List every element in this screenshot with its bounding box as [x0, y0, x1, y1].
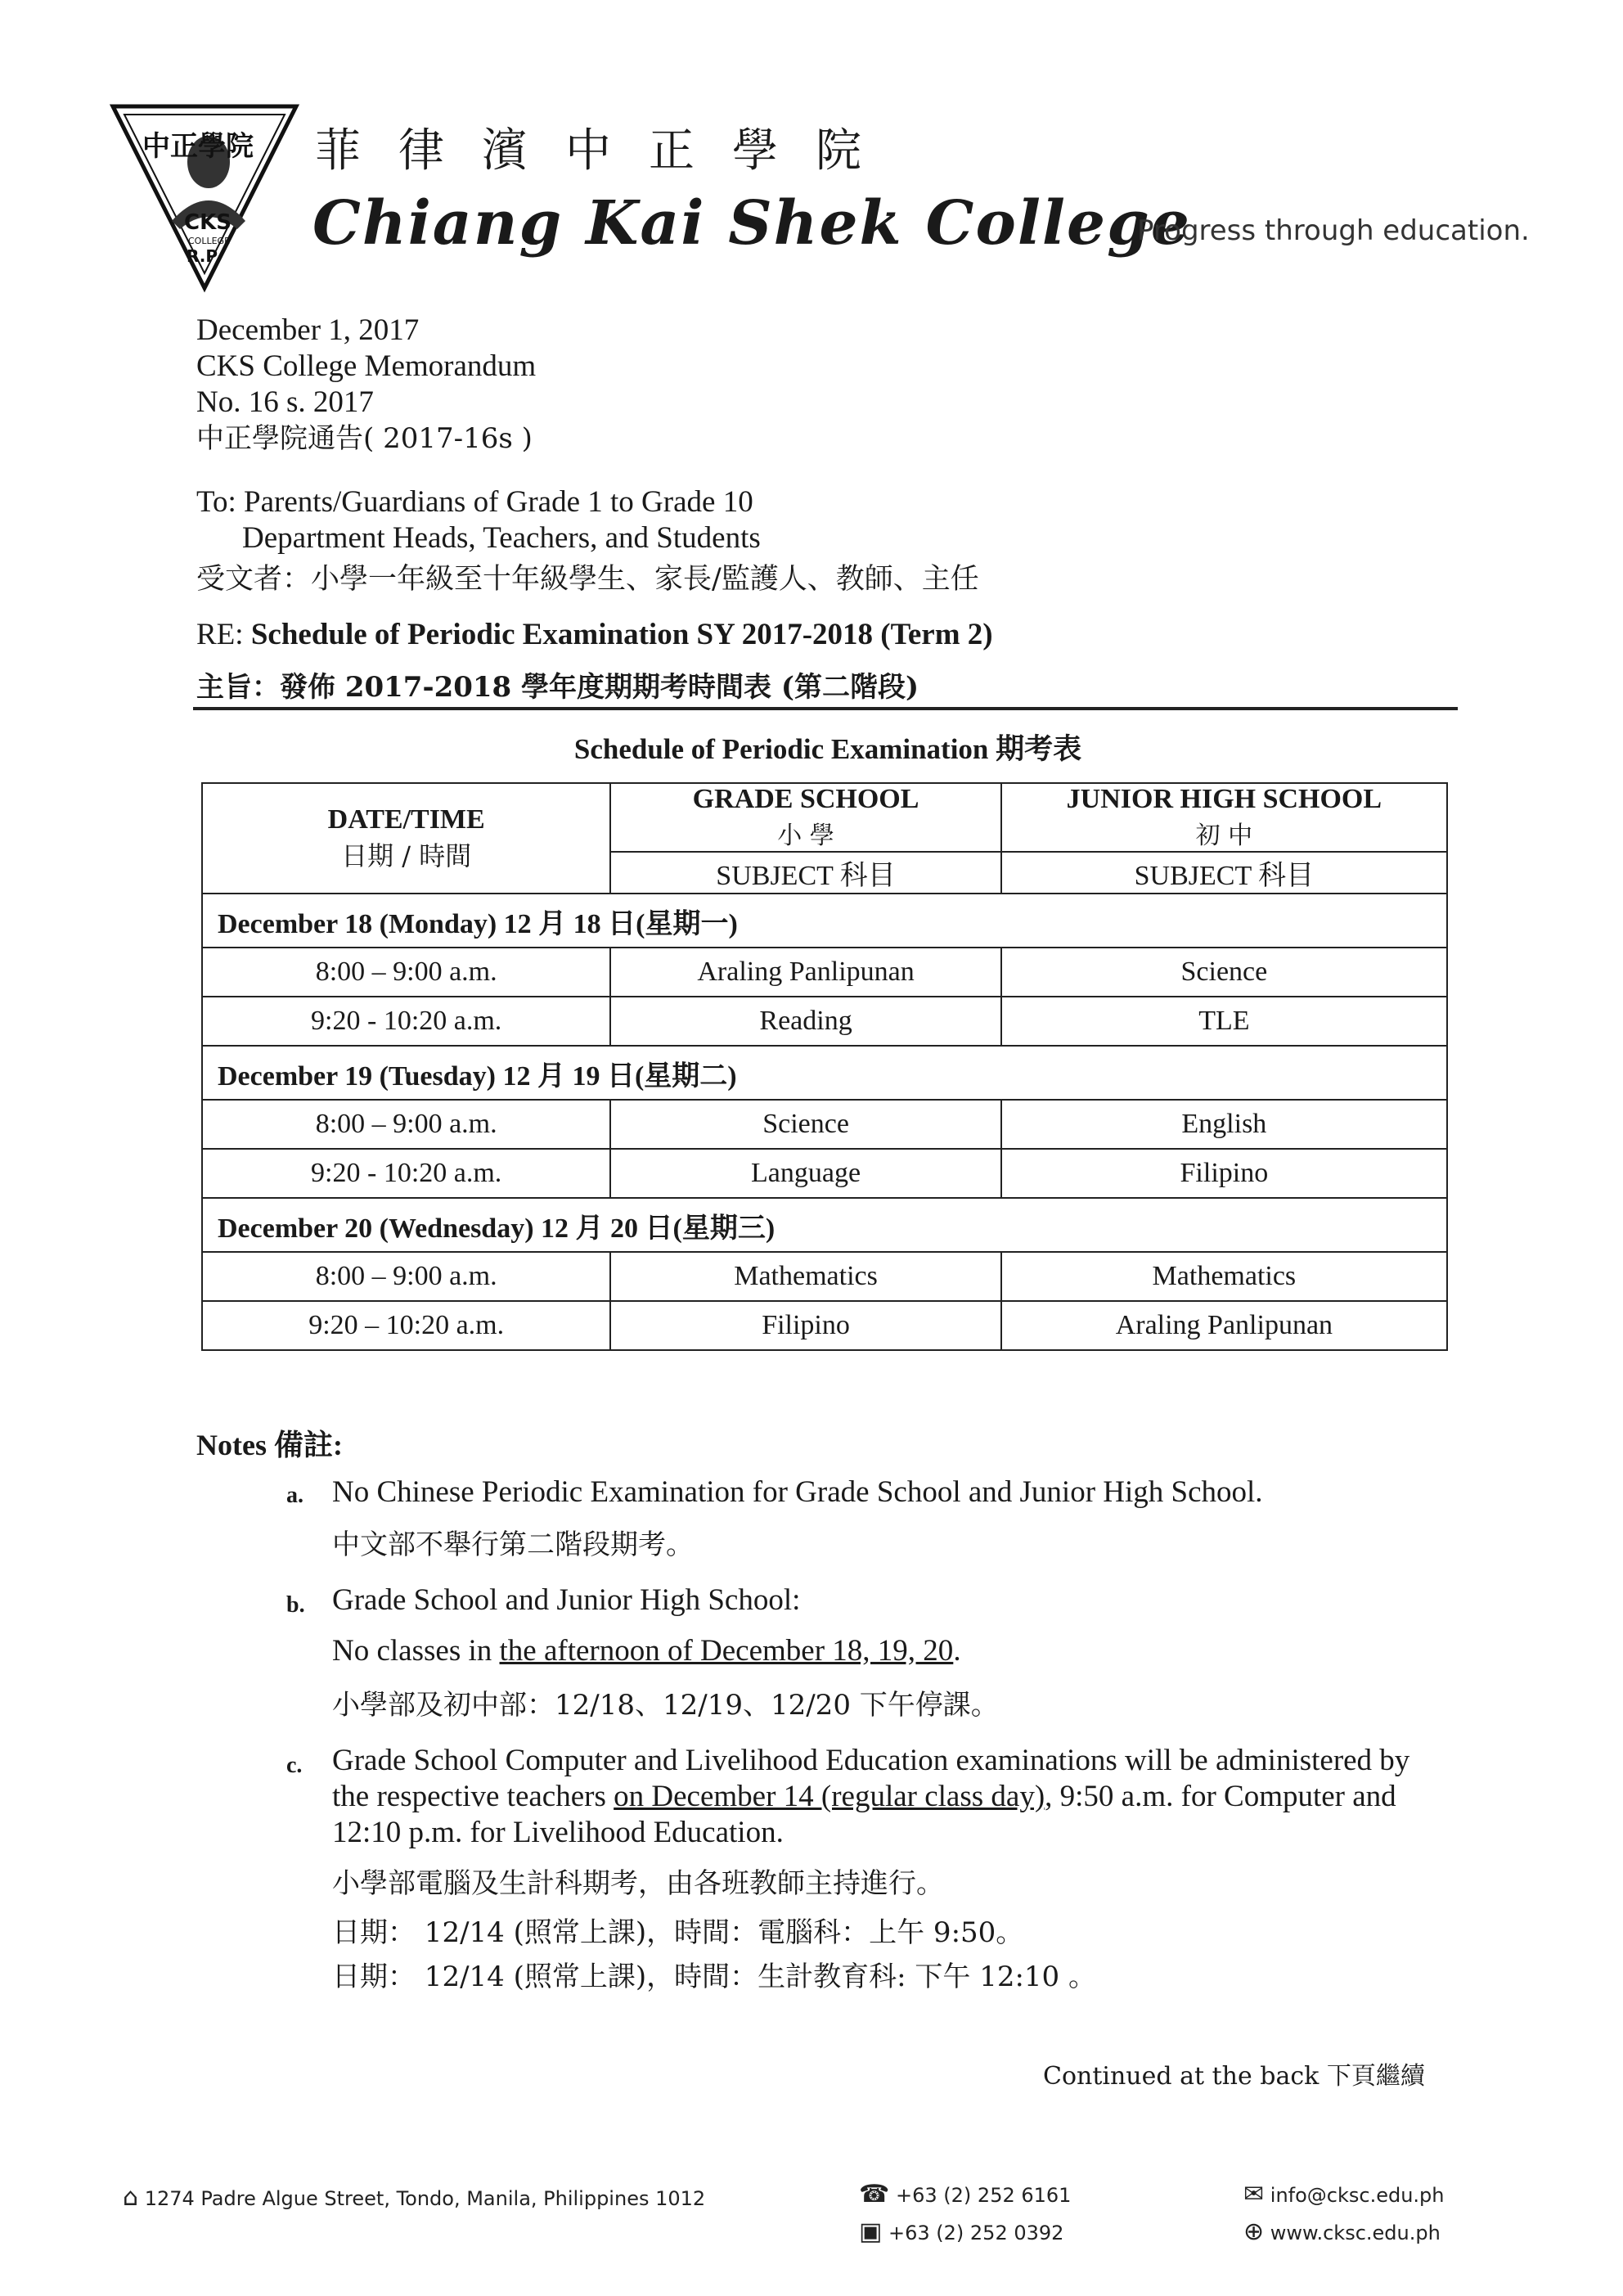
memo-title: CKS College Memorandum: [196, 349, 537, 383]
fax-text: +63 (2) 252 0392: [888, 2222, 1064, 2244]
jhs-subject-cell: English: [1001, 1100, 1447, 1149]
school-english-name: Chiang Kai Shek College: [312, 188, 1191, 259]
table-row: [202, 1252, 1447, 1301]
note-c-text2: [332, 1779, 1396, 1815]
note-a-chinese: 中文部不舉行第二階段期考。: [332, 1528, 694, 1561]
note-b-marker: b.: [286, 1592, 305, 1618]
school-tagline: Progress through education.: [1137, 214, 1530, 247]
day-header: December 18 (Monday) 12 月 18 日(星期一): [202, 894, 1447, 948]
footer-email[interactable]: [1243, 2180, 1445, 2208]
note-b-chinese: 小學部及初中部：12/18、12/19、12/20 下午停課。: [332, 1689, 999, 1722]
col-header-junior-high: [1001, 783, 1447, 852]
school-chinese-name: 菲律濱中正學院: [315, 124, 899, 178]
grade-school-label: GRADE SCHOOL: [692, 784, 919, 814]
note-b-pre: No classes in: [332, 1634, 500, 1668]
time-cell: 9:20 – 10:20 a.m.: [202, 1301, 610, 1350]
memo-re: [196, 617, 993, 653]
junior-high-label-cn: 初 中: [1195, 822, 1253, 850]
email-icon: ✉: [1243, 2180, 1265, 2208]
logo-letters: CKS: [184, 210, 232, 235]
gs-subject-cell: Reading: [610, 997, 1000, 1046]
school-logo: [106, 98, 303, 295]
notes-title: Notes 備註:: [196, 1429, 343, 1461]
note-b-text: Grade School and Junior High School:: [332, 1583, 801, 1617]
re-prefix: RE:: [196, 618, 251, 651]
note-b-text2: [332, 1633, 961, 1669]
gs-subject-cell: Mathematics: [610, 1252, 1000, 1301]
memo-number: No. 16 s. 2017: [196, 385, 374, 419]
gs-subject-cell: Araling Panlipunan: [610, 948, 1000, 997]
re-subject: Schedule of Periodic Examination SY 2017-2018 (Term 2): [250, 618, 993, 651]
time-cell: 8:00 – 9:00 a.m.: [202, 1252, 610, 1301]
note-a-marker: a.: [286, 1483, 303, 1508]
footer-phone: [859, 2180, 1071, 2208]
note-b-post: .: [953, 1634, 961, 1668]
globe-icon: ⊕: [1243, 2217, 1265, 2246]
phone-text: +63 (2) 252 6161: [896, 2184, 1072, 2207]
logo-sub: COLLEGE: [188, 236, 231, 246]
logo-bottom: R.P: [187, 246, 218, 266]
note-b-underlined: the afternoon of December 18, 19, 20: [499, 1634, 954, 1668]
continued-note: Continued at the back 下頁繼續: [1043, 2062, 1425, 2091]
memo-chinese-ref: 中正學院通告( 2017-16s ): [196, 422, 533, 455]
table-row: [202, 997, 1447, 1046]
schedule-table: [201, 782, 1448, 1351]
phone-icon: ☎: [859, 2180, 890, 2208]
memo-to-line2: Department Heads, Teachers, and Students: [242, 521, 761, 555]
table-row: [202, 1301, 1447, 1350]
time-cell: 9:20 - 10:20 a.m.: [202, 997, 610, 1046]
gs-subject-cell: Filipino: [610, 1301, 1000, 1350]
note-c-chinese2: 日期： 12/14 (照常上課)，時間：電腦科：上午 9:50。: [332, 1916, 1024, 1949]
col-header-grade-school: [610, 783, 1000, 852]
footer-web[interactable]: [1243, 2217, 1441, 2246]
email-link[interactable]: info@cksc.edu.ph: [1270, 2184, 1445, 2207]
footer-fax: [859, 2217, 1063, 2246]
jhs-subject-cell: Araling Panlipunan: [1001, 1301, 1447, 1350]
fax-icon: ▣: [859, 2217, 883, 2246]
table-title: Schedule of Periodic Examination 期考表: [573, 733, 1082, 765]
day-header: December 20 (Wednesday) 12 月 20 日(星期三): [202, 1198, 1447, 1252]
note-c-marker: c.: [286, 1753, 303, 1778]
jhs-subject-cell: Mathematics: [1001, 1252, 1447, 1301]
gs-subject-cell: Science: [610, 1100, 1000, 1149]
home-icon: ⌂: [123, 2183, 139, 2212]
memo-date: December 1, 2017: [196, 313, 420, 347]
web-link[interactable]: www.cksc.edu.ph: [1270, 2222, 1441, 2244]
gs-subject-header: SUBJECT 科目: [610, 852, 1000, 894]
note-c-chinese3: 日期： 12/14 (照常上課)，時間：生計教育科: 下午 12:10 。: [332, 1961, 1096, 1993]
table-row: [202, 1149, 1447, 1198]
logo-seal-text: 中正學院: [142, 130, 254, 163]
address-text: 1274 Padre Algue Street, Tondo, Manila, Philippines 1012: [144, 2187, 706, 2210]
header-divider: [193, 707, 1458, 710]
grade-school-label-cn: 小 學: [777, 822, 834, 850]
time-cell: 9:20 - 10:20 a.m.: [202, 1149, 610, 1198]
table-row: [202, 1100, 1447, 1149]
table-row: [202, 948, 1447, 997]
note-a-text: No Chinese Periodic Examination for Grade School and Junior High School.: [332, 1475, 1263, 1509]
note-c-underlined: on December 14 (regular class day): [614, 1780, 1045, 1813]
note-c-post: , 9:50 a.m. for Computer and: [1045, 1780, 1396, 1813]
col-header-datetime: [202, 783, 610, 894]
memo-to-chinese: 受文者：小學一年級至十年級學生、家長/監護人、教師、主任: [196, 563, 979, 596]
datetime-label-cn: 日期 / 時間: [341, 840, 472, 871]
note-c-chinese1: 小學部電腦及生計科期考，由各班教師主持進行。: [332, 1867, 944, 1900]
jhs-subject-cell: Filipino: [1001, 1149, 1447, 1198]
datetime-label: DATE/TIME: [327, 804, 485, 835]
jhs-subject-header: SUBJECT 科目: [1001, 852, 1447, 894]
note-c-pre: the respective teachers: [332, 1780, 614, 1813]
memo-re-chinese: 主旨：發佈 2017-2018 學年度期期考時間表 (第二階段): [196, 671, 919, 704]
day-header: December 19 (Tuesday) 12 月 19 日(星期二): [202, 1046, 1447, 1100]
jhs-subject-cell: Science: [1001, 948, 1447, 997]
time-cell: 8:00 – 9:00 a.m.: [202, 948, 610, 997]
note-c-text1: Grade School Computer and Livelihood Education examinations will be administered by: [332, 1744, 1410, 1777]
note-c-text3: 12:10 p.m. for Livelihood Education.: [332, 1816, 784, 1849]
gs-subject-cell: Language: [610, 1149, 1000, 1198]
junior-high-label: JUNIOR HIGH SCHOOL: [1066, 784, 1382, 814]
memo-to-line1: To: Parents/Guardians of Grade 1 to Grade 10: [196, 485, 753, 519]
jhs-subject-cell: TLE: [1001, 997, 1447, 1046]
time-cell: 8:00 – 9:00 a.m.: [202, 1100, 610, 1149]
footer-address: [123, 2183, 705, 2212]
